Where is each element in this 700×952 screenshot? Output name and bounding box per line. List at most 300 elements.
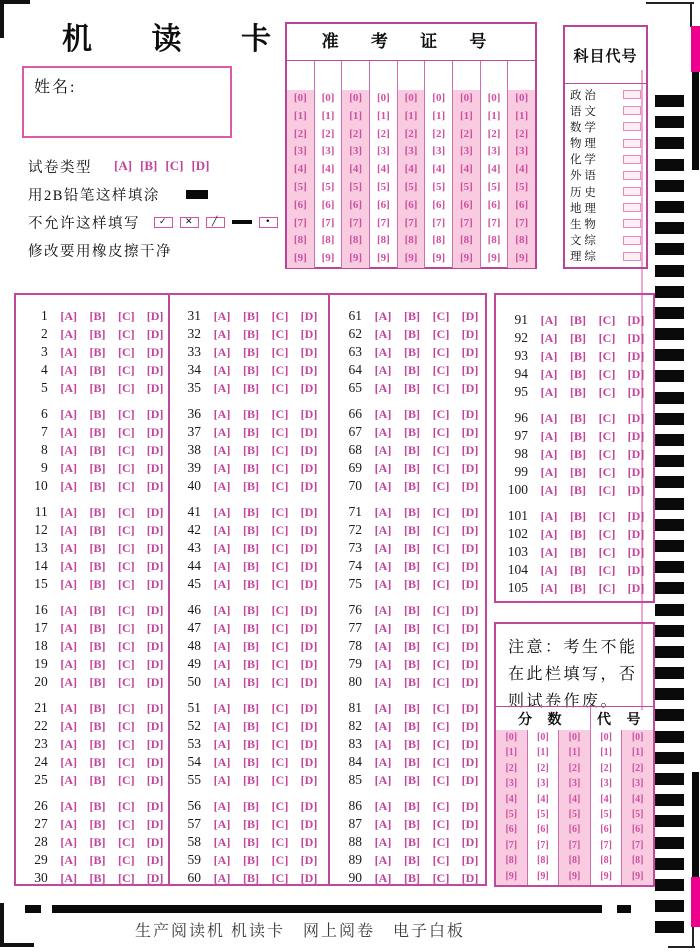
option-bubble-A[interactable]: [A] [213, 674, 231, 689]
digit-bubble[interactable]: [8] [600, 855, 612, 867]
option-bubble-B[interactable]: [B] [404, 504, 420, 519]
digit-bubble[interactable]: [0] [568, 732, 581, 743]
digit-bubble[interactable]: [5] [515, 180, 529, 193]
option-bubble-D[interactable]: [D] [300, 772, 318, 787]
option-bubble-D[interactable]: [D] [300, 576, 318, 591]
option-bubble-A[interactable]: [A] [374, 674, 392, 689]
option-bubble-B[interactable]: [B] [404, 460, 420, 475]
option-bubble-D[interactable]: [D] [300, 478, 318, 493]
option-bubble-C[interactable]: [C] [117, 736, 135, 751]
option-bubble-B[interactable]: [B] [404, 478, 420, 493]
option-bubble-B[interactable]: [B] [243, 852, 259, 867]
option-bubble-B[interactable]: [B] [243, 344, 259, 359]
option-bubble-A[interactable]: [A] [213, 308, 231, 323]
option-bubble-A[interactable]: [A] [60, 460, 77, 475]
digit-bubble[interactable]: [2] [600, 762, 612, 774]
option-bubble-B[interactable]: [B] [404, 816, 420, 831]
option-bubble-C[interactable]: [C] [598, 446, 616, 461]
option-bubble-D[interactable]: [D] [461, 736, 479, 751]
option-bubble-C[interactable]: [C] [271, 754, 289, 769]
option-bubble-C[interactable]: [C] [117, 798, 135, 813]
option-bubble-D[interactable]: [D] [300, 344, 318, 359]
digit-bubble[interactable]: [2] [631, 762, 644, 774]
digit-bubble[interactable]: [4] [515, 163, 529, 176]
option-bubble-C[interactable]: [C] [117, 308, 135, 323]
option-bubble-C[interactable]: [C] [598, 312, 616, 327]
option-bubble-A[interactable]: [A] [213, 326, 231, 341]
option-bubble-A[interactable]: [A] [374, 522, 392, 537]
option-bubble-A[interactable]: [A] [374, 380, 392, 395]
option-bubble-A[interactable]: [A] [60, 852, 77, 867]
digit-bubble[interactable]: [3] [376, 145, 390, 158]
option-bubble-C[interactable]: [C] [117, 870, 135, 885]
option-bubble-B[interactable]: [B] [89, 700, 106, 715]
digit-bubble[interactable]: [8] [505, 855, 518, 867]
option-bubble-A[interactable]: [A] [213, 478, 231, 493]
digit-bubble[interactable]: [2] [505, 762, 518, 774]
option-bubble-B[interactable]: [B] [404, 380, 420, 395]
option-bubble-D[interactable]: [D] [627, 562, 645, 577]
option-bubble-C[interactable]: [C] [598, 526, 616, 541]
option-bubble-D[interactable]: [D] [300, 870, 318, 885]
option-bubble-B[interactable]: [B] [404, 754, 420, 769]
digit-bubble[interactable]: [4] [505, 793, 518, 805]
option-bubble-D[interactable]: [D] [461, 406, 479, 421]
option-bubble-C[interactable]: [C] [271, 816, 289, 831]
digit-bubble[interactable]: [9] [487, 252, 501, 265]
digit-bubble[interactable]: [1] [404, 109, 418, 122]
option-bubble-A[interactable]: [A] [540, 508, 558, 523]
option-bubble-C[interactable]: [C] [432, 736, 450, 751]
option-bubble-D[interactable]: [D] [146, 362, 164, 377]
option-bubble-A[interactable]: [A] [213, 870, 231, 885]
option-bubble-C[interactable]: [C] [271, 870, 289, 885]
digit-bubble[interactable]: [4] [432, 163, 446, 176]
option-bubble-D[interactable]: [D] [300, 718, 318, 733]
digit-bubble[interactable]: [7] [487, 216, 501, 229]
digit-bubble[interactable]: [4] [293, 163, 307, 176]
ticket-write-cell[interactable] [342, 61, 369, 90]
option-bubble-D[interactable]: [D] [146, 620, 164, 635]
digit-bubble[interactable]: [5] [568, 808, 581, 820]
option-bubble-B[interactable]: [B] [89, 656, 106, 671]
option-bubble-D[interactable]: [D] [300, 834, 318, 849]
subject-bubble[interactable] [623, 171, 641, 180]
option-bubble-A[interactable]: [A] [60, 754, 77, 769]
digit-bubble[interactable]: [4] [631, 793, 644, 805]
option-bubble-D[interactable]: [D] [461, 852, 479, 867]
digit-bubble[interactable]: [0] [349, 92, 363, 104]
digit-bubble[interactable]: [9] [515, 252, 529, 265]
digit-bubble[interactable]: [5] [293, 180, 307, 193]
digit-bubble[interactable]: [9] [432, 252, 446, 265]
digit-bubble[interactable]: [1] [432, 109, 446, 122]
option-bubble-D[interactable]: [D] [461, 362, 479, 377]
option-bubble-B[interactable]: [B] [89, 540, 106, 555]
option-bubble-C[interactable]: [C] [117, 406, 135, 421]
option-bubble-A[interactable]: [A] [60, 522, 77, 537]
option-bubble-A[interactable]: [A] [60, 576, 77, 591]
option-bubble-B[interactable]: [B] [243, 460, 259, 475]
option-bubble-A[interactable]: [A] [60, 478, 77, 493]
option-bubble-B[interactable]: [B] [89, 870, 106, 885]
option-bubble-D[interactable]: [D] [461, 478, 479, 493]
option-bubble-B[interactable]: [B] [243, 834, 259, 849]
digit-bubble[interactable]: [3] [432, 145, 446, 158]
option-bubble-B[interactable]: [B] [243, 656, 259, 671]
option-bubble-D[interactable]: [D] [300, 504, 318, 519]
digit-bubble[interactable]: [3] [568, 778, 581, 790]
option-bubble-A[interactable]: [A] [60, 772, 77, 787]
option-bubble-C[interactable]: [C] [432, 674, 450, 689]
option-bubble-A[interactable]: [A] [540, 428, 558, 443]
subject-bubble[interactable] [623, 219, 641, 228]
subject-bubble[interactable] [623, 203, 641, 212]
option-bubble-C[interactable]: [C] [432, 576, 450, 591]
digit-bubble[interactable]: [9] [568, 870, 581, 882]
option-bubble-C[interactable]: [C] [432, 718, 450, 733]
digit-bubble[interactable]: [8] [376, 234, 390, 247]
ticket-write-cell[interactable] [425, 61, 452, 90]
digit-bubble[interactable]: [9] [349, 252, 363, 265]
option-bubble-A[interactable]: [A] [60, 834, 77, 849]
option-bubble-C[interactable]: [C] [117, 602, 135, 617]
option-bubble-A[interactable]: [A] [374, 442, 392, 457]
option-bubble-B[interactable]: [B] [570, 428, 586, 443]
option-bubble-C[interactable]: [C] [271, 478, 289, 493]
option-bubble-B[interactable]: [B] [243, 504, 259, 519]
option-bubble-B[interactable]: [B] [89, 308, 106, 323]
option-bubble-C[interactable]: [C] [271, 558, 289, 573]
digit-bubble[interactable]: [3] [321, 145, 335, 158]
option-bubble-A[interactable]: [A] [213, 406, 231, 421]
ticket-write-cell[interactable] [481, 61, 508, 90]
subject-bubble[interactable] [623, 122, 641, 131]
option-bubble-C[interactable]: [C] [432, 326, 450, 341]
option-bubble-C[interactable]: [C] [117, 540, 135, 555]
option-bubble-D[interactable]: [D] [627, 312, 645, 327]
option-bubble-B[interactable]: [B] [243, 558, 259, 573]
digit-bubble[interactable]: [3] [487, 145, 501, 158]
option-bubble-C[interactable]: [C] [271, 540, 289, 555]
option-bubble-B[interactable]: [B] [404, 870, 420, 885]
digit-bubble[interactable]: [6] [600, 824, 612, 836]
option-bubble-A[interactable]: [A] [374, 540, 392, 555]
digit-bubble[interactable]: [6] [404, 198, 418, 211]
option-bubble-A[interactable]: [A] [60, 380, 77, 395]
digit-bubble[interactable]: [2] [487, 127, 501, 140]
option-bubble-D[interactable]: [D] [300, 674, 318, 689]
option-bubble-A[interactable]: [A] [60, 344, 77, 359]
option-bubble-C[interactable]: [C] [117, 442, 135, 457]
option-bubble-C[interactable]: [C] [117, 380, 135, 395]
option-bubble-B[interactable]: [B] [404, 736, 420, 751]
digit-bubble[interactable]: [5] [459, 180, 473, 193]
option-bubble-A[interactable]: [A] [540, 366, 558, 381]
option-bubble-B[interactable]: [B] [404, 602, 420, 617]
option-bubble-B[interactable]: [B] [570, 544, 586, 559]
option-bubble-C[interactable]: [C] [117, 362, 135, 377]
digit-bubble[interactable]: [4] [568, 793, 581, 805]
option-bubble-A[interactable]: [A] [213, 504, 231, 519]
digit-bubble[interactable]: [2] [349, 127, 363, 140]
option-bubble-A[interactable]: [A] [540, 482, 558, 497]
digit-bubble[interactable]: [4] [321, 163, 335, 176]
option-bubble-D[interactable]: [D] [146, 522, 164, 537]
digit-bubble[interactable]: [0] [321, 92, 335, 104]
option-bubble-B[interactable]: [B] [89, 602, 106, 617]
option-bubble-D[interactable]: [D] [627, 580, 645, 595]
option-bubble-C[interactable]: [C] [271, 442, 289, 457]
option-bubble-B[interactable]: [B] [89, 798, 106, 813]
digit-bubble[interactable]: [5] [404, 180, 418, 193]
option-bubble-D[interactable]: [D] [627, 410, 645, 425]
digit-bubble[interactable]: [5] [537, 808, 549, 820]
paper-type-option-C[interactable]: [C] [165, 158, 184, 173]
option-bubble-C[interactable]: [C] [432, 754, 450, 769]
option-bubble-C[interactable]: [C] [432, 424, 450, 439]
option-bubble-A[interactable]: [A] [213, 718, 231, 733]
option-bubble-B[interactable]: [B] [404, 656, 420, 671]
option-bubble-C[interactable]: [C] [117, 754, 135, 769]
option-bubble-C[interactable]: [C] [432, 558, 450, 573]
option-bubble-B[interactable]: [B] [404, 772, 420, 787]
option-bubble-D[interactable]: [D] [461, 834, 479, 849]
digit-bubble[interactable]: [9] [505, 870, 518, 882]
option-bubble-C[interactable]: [C] [598, 482, 616, 497]
option-bubble-C[interactable]: [C] [432, 620, 450, 635]
option-bubble-B[interactable]: [B] [89, 852, 106, 867]
digit-bubble[interactable]: [6] [432, 198, 446, 211]
option-bubble-D[interactable]: [D] [300, 362, 318, 377]
option-bubble-C[interactable]: [C] [271, 718, 289, 733]
option-bubble-C[interactable]: [C] [271, 772, 289, 787]
option-bubble-C[interactable]: [C] [271, 362, 289, 377]
digit-bubble[interactable]: [0] [537, 732, 549, 743]
option-bubble-D[interactable]: [D] [146, 638, 164, 653]
digit-bubble[interactable]: [8] [631, 855, 644, 867]
ticket-write-cell[interactable] [287, 61, 314, 90]
option-bubble-C[interactable]: [C] [598, 348, 616, 363]
option-bubble-C[interactable]: [C] [117, 852, 135, 867]
digit-bubble[interactable]: [7] [404, 216, 418, 229]
option-bubble-D[interactable]: [D] [300, 816, 318, 831]
option-bubble-C[interactable]: [C] [117, 834, 135, 849]
option-bubble-A[interactable]: [A] [60, 442, 77, 457]
digit-bubble[interactable]: [6] [459, 198, 473, 211]
option-bubble-C[interactable]: [C] [271, 700, 289, 715]
option-bubble-A[interactable]: [A] [374, 656, 392, 671]
subject-bubble[interactable] [623, 236, 641, 245]
option-bubble-B[interactable]: [B] [89, 326, 106, 341]
option-bubble-B[interactable]: [B] [570, 580, 586, 595]
option-bubble-B[interactable]: [B] [243, 772, 259, 787]
digit-bubble[interactable]: [0] [631, 732, 644, 743]
option-bubble-A[interactable]: [A] [60, 870, 77, 885]
digit-bubble[interactable]: [2] [432, 127, 446, 140]
option-bubble-D[interactable]: [D] [627, 526, 645, 541]
digit-bubble[interactable]: [6] [487, 198, 501, 211]
option-bubble-C[interactable]: [C] [271, 424, 289, 439]
option-bubble-B[interactable]: [B] [404, 406, 420, 421]
option-bubble-B[interactable]: [B] [243, 406, 259, 421]
option-bubble-D[interactable]: [D] [300, 406, 318, 421]
option-bubble-C[interactable]: [C] [432, 504, 450, 519]
option-bubble-B[interactable]: [B] [89, 816, 106, 831]
option-bubble-C[interactable]: [C] [117, 576, 135, 591]
digit-bubble[interactable]: [0] [459, 92, 473, 104]
option-bubble-B[interactable]: [B] [570, 508, 586, 523]
digit-bubble[interactable]: [4] [404, 163, 418, 176]
paper-type-option-B[interactable]: [B] [140, 158, 158, 173]
option-bubble-C[interactable]: [C] [271, 522, 289, 537]
option-bubble-A[interactable]: [A] [374, 504, 392, 519]
option-bubble-A[interactable]: [A] [374, 870, 392, 885]
digit-bubble[interactable]: [6] [505, 824, 518, 836]
option-bubble-A[interactable]: [A] [60, 362, 77, 377]
option-bubble-A[interactable]: [A] [60, 718, 77, 733]
digit-bubble[interactable]: [4] [537, 793, 549, 805]
digit-bubble[interactable]: [1] [293, 109, 307, 122]
option-bubble-A[interactable]: [A] [60, 558, 77, 573]
option-bubble-C[interactable]: [C] [271, 834, 289, 849]
option-bubble-D[interactable]: [D] [300, 736, 318, 751]
digit-bubble[interactable]: [7] [515, 216, 529, 229]
option-bubble-C[interactable]: [C] [117, 674, 135, 689]
option-bubble-C[interactable]: [C] [598, 562, 616, 577]
option-bubble-D[interactable]: [D] [461, 620, 479, 635]
digit-bubble[interactable]: [6] [349, 198, 363, 211]
digit-bubble[interactable]: [0] [432, 92, 446, 104]
option-bubble-B[interactable]: [B] [89, 344, 106, 359]
option-bubble-D[interactable]: [D] [627, 508, 645, 523]
digit-bubble[interactable]: [0] [404, 92, 418, 104]
option-bubble-A[interactable]: [A] [374, 460, 392, 475]
option-bubble-B[interactable]: [B] [404, 638, 420, 653]
option-bubble-D[interactable]: [D] [461, 424, 479, 439]
option-bubble-C[interactable]: [C] [598, 366, 616, 381]
option-bubble-C[interactable]: [C] [117, 326, 135, 341]
option-bubble-C[interactable]: [C] [271, 460, 289, 475]
option-bubble-C[interactable]: [C] [117, 816, 135, 831]
option-bubble-B[interactable]: [B] [570, 562, 586, 577]
digit-bubble[interactable]: [7] [321, 216, 335, 229]
option-bubble-B[interactable]: [B] [243, 700, 259, 715]
digit-bubble[interactable]: [7] [631, 839, 644, 851]
digit-bubble[interactable]: [9] [631, 870, 644, 882]
option-bubble-B[interactable]: [B] [89, 460, 106, 475]
option-bubble-D[interactable]: [D] [627, 464, 645, 479]
digit-bubble[interactable]: [5] [487, 180, 501, 193]
ticket-write-cell[interactable] [453, 61, 480, 90]
digit-bubble[interactable]: [3] [631, 778, 644, 790]
option-bubble-A[interactable]: [A] [540, 384, 558, 399]
option-bubble-B[interactable]: [B] [243, 424, 259, 439]
option-bubble-C[interactable]: [C] [117, 558, 135, 573]
option-bubble-B[interactable]: [B] [570, 410, 586, 425]
option-bubble-B[interactable]: [B] [243, 602, 259, 617]
option-bubble-B[interactable]: [B] [243, 754, 259, 769]
option-bubble-A[interactable]: [A] [213, 852, 231, 867]
digit-bubble[interactable]: [4] [459, 163, 473, 176]
digit-bubble[interactable]: [5] [432, 180, 446, 193]
option-bubble-A[interactable]: [A] [60, 656, 77, 671]
option-bubble-C[interactable]: [C] [598, 580, 616, 595]
option-bubble-C[interactable]: [C] [432, 798, 450, 813]
option-bubble-D[interactable]: [D] [461, 460, 479, 475]
digit-bubble[interactable]: [0] [487, 92, 501, 104]
option-bubble-D[interactable]: [D] [461, 772, 479, 787]
option-bubble-A[interactable]: [A] [540, 312, 558, 327]
digit-bubble[interactable]: [1] [631, 747, 644, 759]
option-bubble-A[interactable]: [A] [213, 816, 231, 831]
option-bubble-D[interactable]: [D] [627, 348, 645, 363]
option-bubble-C[interactable]: [C] [598, 544, 616, 559]
option-bubble-B[interactable]: [B] [404, 362, 420, 377]
option-bubble-A[interactable]: [A] [540, 580, 558, 595]
option-bubble-A[interactable]: [A] [213, 540, 231, 555]
digit-bubble[interactable]: [8] [349, 234, 363, 247]
digit-bubble[interactable]: [0] [515, 92, 529, 104]
option-bubble-A[interactable]: [A] [60, 602, 77, 617]
option-bubble-D[interactable]: [D] [146, 504, 164, 519]
option-bubble-B[interactable]: [B] [89, 558, 106, 573]
option-bubble-A[interactable]: [A] [374, 424, 392, 439]
option-bubble-A[interactable]: [A] [540, 562, 558, 577]
option-bubble-B[interactable]: [B] [570, 526, 586, 541]
digit-bubble[interactable]: [2] [515, 127, 529, 140]
digit-bubble[interactable]: [8] [459, 234, 473, 247]
option-bubble-C[interactable]: [C] [117, 344, 135, 359]
option-bubble-B[interactable]: [B] [243, 620, 259, 635]
digit-bubble[interactable]: [3] [537, 778, 549, 790]
option-bubble-C[interactable]: [C] [432, 522, 450, 537]
option-bubble-A[interactable]: [A] [374, 772, 392, 787]
digit-bubble[interactable]: [2] [376, 127, 390, 140]
option-bubble-A[interactable]: [A] [60, 504, 77, 519]
option-bubble-A[interactable]: [A] [60, 638, 77, 653]
digit-bubble[interactable]: [3] [600, 778, 612, 790]
option-bubble-C[interactable]: [C] [271, 344, 289, 359]
option-bubble-D[interactable]: [D] [461, 816, 479, 831]
option-bubble-D[interactable]: [D] [461, 558, 479, 573]
option-bubble-C[interactable]: [C] [598, 330, 616, 345]
option-bubble-B[interactable]: [B] [404, 718, 420, 733]
ticket-write-cell[interactable] [370, 61, 397, 90]
option-bubble-D[interactable]: [D] [627, 384, 645, 399]
option-bubble-A[interactable]: [A] [213, 380, 231, 395]
option-bubble-B[interactable]: [B] [243, 798, 259, 813]
option-bubble-B[interactable]: [B] [243, 308, 259, 323]
option-bubble-D[interactable]: [D] [146, 576, 164, 591]
option-bubble-A[interactable]: [A] [374, 852, 392, 867]
option-bubble-D[interactable]: [D] [146, 700, 164, 715]
option-bubble-D[interactable]: [D] [300, 308, 318, 323]
option-bubble-D[interactable]: [D] [461, 522, 479, 537]
option-bubble-B[interactable]: [B] [570, 312, 586, 327]
digit-bubble[interactable]: [5] [631, 808, 644, 820]
option-bubble-C[interactable]: [C] [271, 602, 289, 617]
digit-bubble[interactable]: [1] [459, 109, 473, 122]
option-bubble-C[interactable]: [C] [432, 308, 450, 323]
option-bubble-B[interactable]: [B] [404, 834, 420, 849]
option-bubble-A[interactable]: [A] [213, 638, 231, 653]
digit-bubble[interactable]: [8] [432, 234, 446, 247]
option-bubble-C[interactable]: [C] [117, 620, 135, 635]
subject-bubble[interactable] [623, 139, 641, 148]
digit-bubble[interactable]: [5] [376, 180, 390, 193]
option-bubble-B[interactable]: [B] [243, 362, 259, 377]
